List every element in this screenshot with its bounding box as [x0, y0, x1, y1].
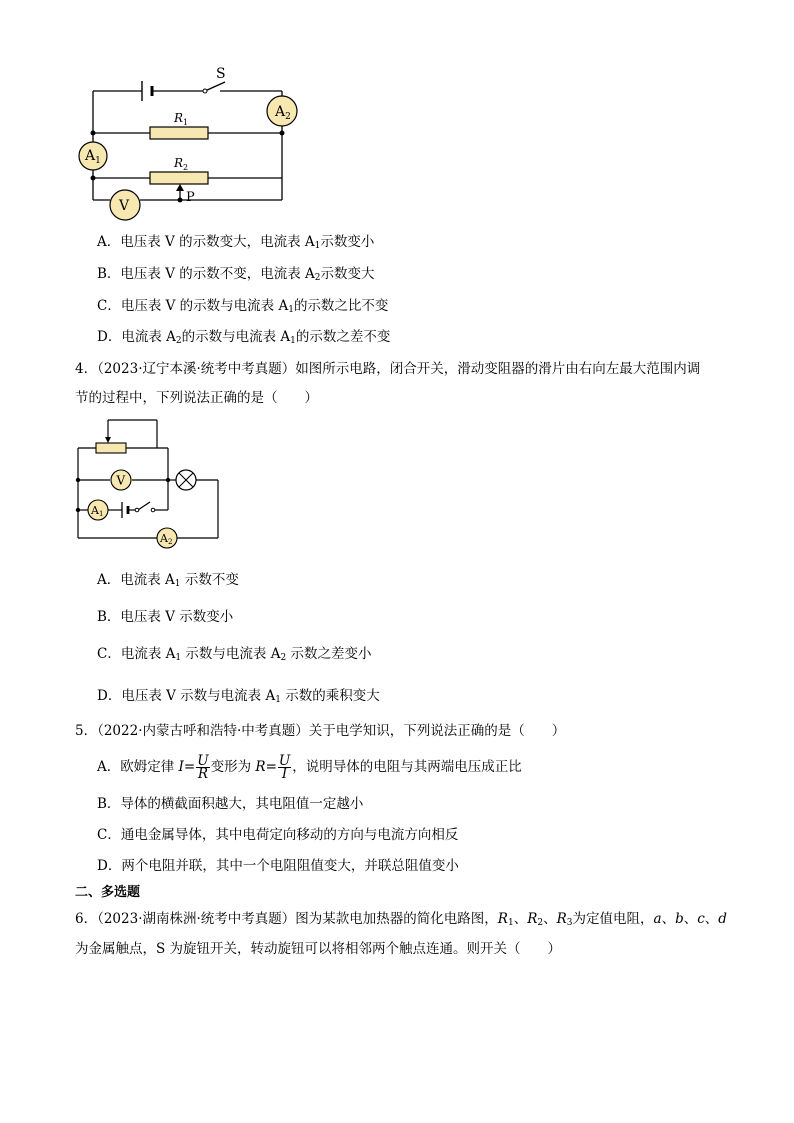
q3-option-d[interactable]: D．电流表 $A_2$的示数与电流表 $A_1$的示数之差不变 — [97, 329, 391, 346]
q4-option-a[interactable]: A．电流表 $A_1$ 示数不变 — [97, 572, 239, 589]
voltmeter-v-label: V — [116, 473, 126, 488]
q3-option-a[interactable]: A．电压表 V 的示数变大，电流表 $A_1$示数变小 — [97, 234, 375, 251]
q4-stem-line2: 节的过程中，下列说法正确的是（ ） — [75, 390, 318, 406]
q4-stem-line1: 4．（2023·辽宁本溪·统考中考真题）如图所示电路，闭合开关，滑动变阻器的滑片由右向左最大范围内调 — [75, 361, 701, 377]
q4-option-c[interactable]: C．电流表 $A_1$ 示数与电流表 $A_2$ 示数之差变小 — [97, 646, 372, 663]
q5-option-c[interactable]: C．通电金属导体，其中电荷定向移动的方向与电流方向相反 — [97, 827, 459, 843]
q3-option-b[interactable]: B．电压表 V 的示数不变，电流表 $A_2$示数变大 — [97, 266, 375, 283]
q4-option-d[interactable]: D．电压表 V 示数与电流表 $A_1$ 示数的乘积变大 — [97, 688, 380, 705]
section-title: 二、多选题 — [75, 885, 141, 900]
ammeter-a2-label: A2 — [160, 532, 173, 546]
q6-stem-line1: 6．（2023·湖南株洲·统考中考真题）图为某款电加热器的简化电路图，$R_1$、$R_2$、$R_3$为定值电阻，a、b、c、d — [75, 911, 727, 928]
q5-option-b[interactable]: B．导体的横截面积越大，其电阻值一定越小 — [97, 796, 364, 812]
slider-label: P — [186, 190, 195, 205]
switch-contact — [203, 89, 207, 93]
ammeter-a1-label: A1 — [91, 504, 104, 518]
resistor-r2 — [150, 172, 208, 184]
ammeter-a2-label: $A_2$ — [275, 104, 291, 122]
q5-option-d[interactable]: D．两个电阻并联，其中一个电阻阻值变大，并联总阻值变小 — [97, 858, 459, 874]
r2-label: $R_2$ — [174, 156, 189, 172]
ammeter-a1-label: $A_1$ — [85, 148, 101, 166]
q5-option-a[interactable]: A．欧姆定律 I= $\frac{U}{R}$ 变形为 R= $\frac{U}{I}$ ，说明导体的电阻与其两端电压成正比 — [97, 753, 522, 782]
switch-label: S — [216, 66, 226, 82]
rheostat — [96, 443, 126, 453]
q5-stem: 5．（2022·内蒙古呼和浩特·中考真题）关于电学知识，下列说法正确的是（ ） — [75, 723, 566, 739]
q3-option-c[interactable]: C．电压表 V 的示数与电流表 $A_1$的示数之比不变 — [97, 298, 389, 315]
rheostat-slider-icon — [105, 437, 111, 443]
q6-stem-line2: 为金属触点，S 为旋钮开关，转动旋钮可以将相邻两个触点连通。则开关（ ） — [75, 941, 562, 957]
slider-arrow-icon — [176, 184, 184, 191]
r1-label: $R_1$ — [174, 111, 189, 127]
q3-circuit-diagram — [70, 58, 310, 223]
fraction-u-over-r: $\frac{U}{R}$ — [197, 753, 209, 782]
q4-circuit-diagram — [72, 412, 232, 552]
voltmeter-v-label: V — [119, 198, 130, 214]
fraction-u-over-i: $\frac{U}{I}$ — [278, 753, 291, 782]
q4-option-b[interactable]: B．电压表 V 示数变小 — [97, 609, 234, 625]
resistor-r1 — [150, 127, 208, 139]
